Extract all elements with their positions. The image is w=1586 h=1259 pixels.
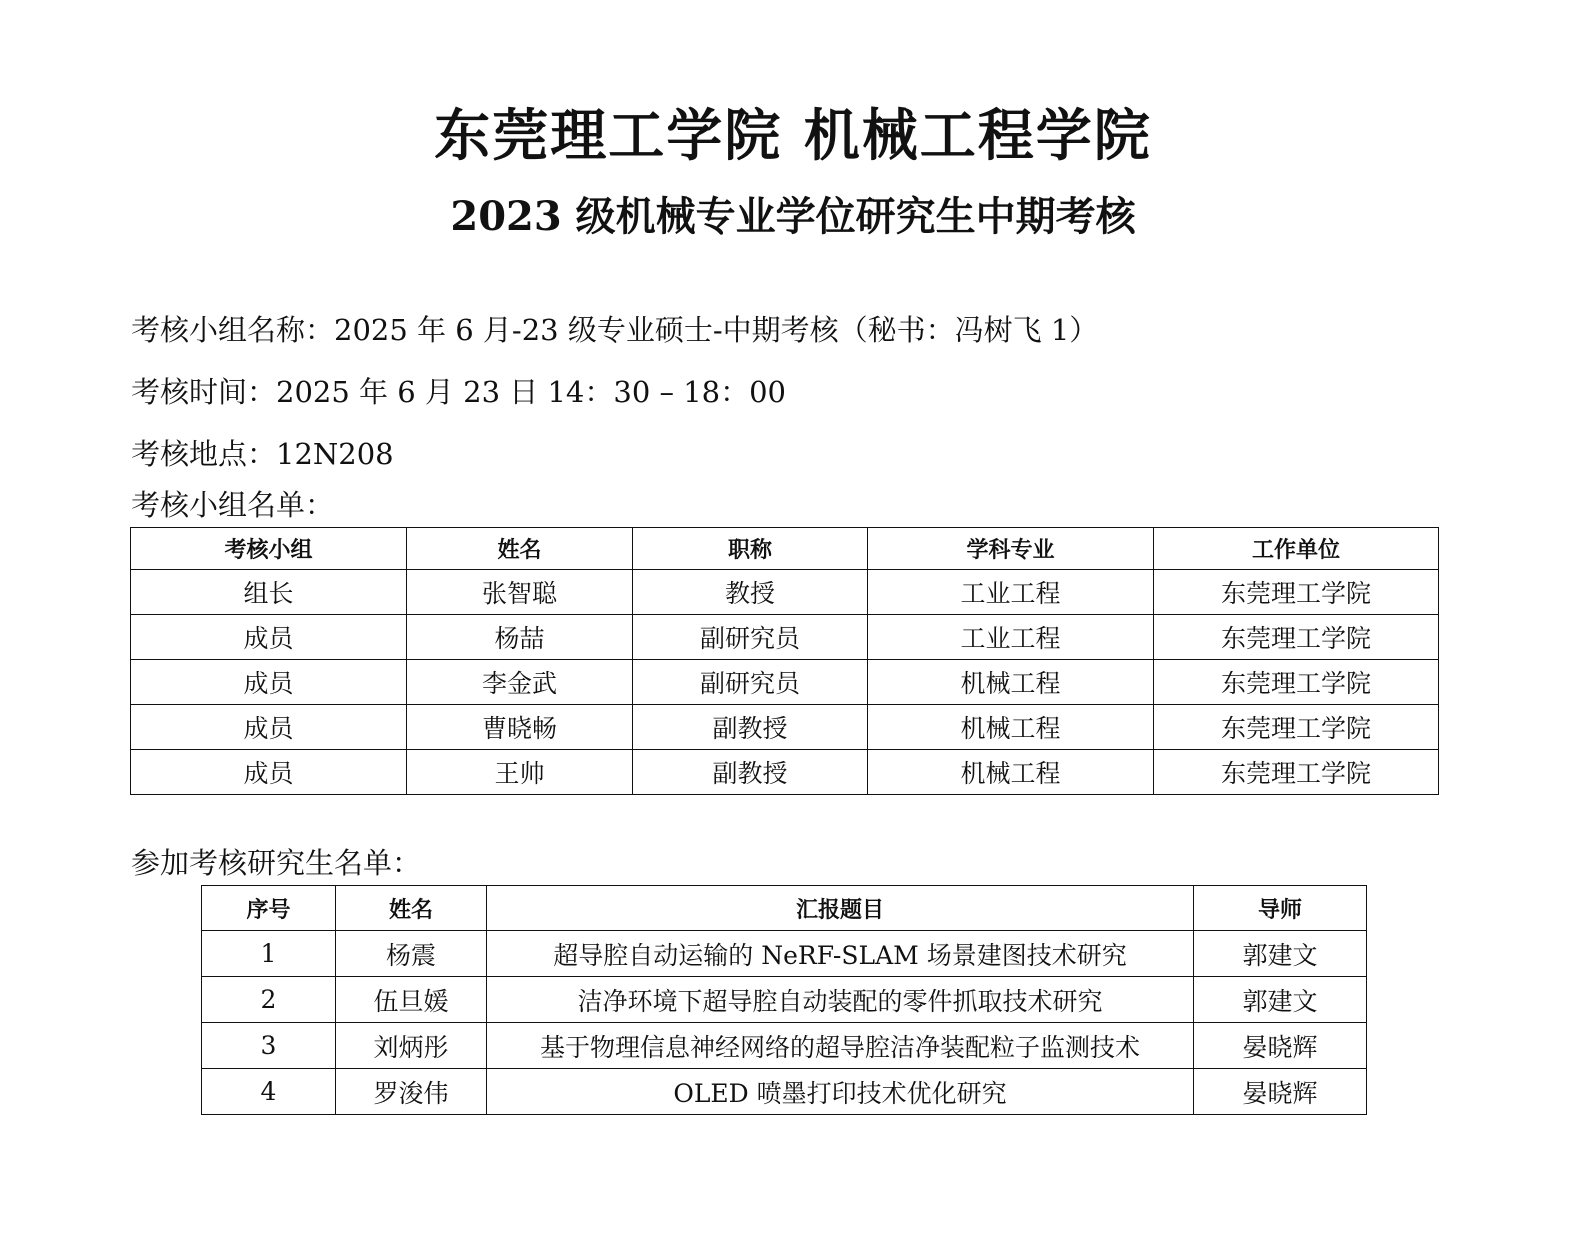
table-cell: 张智聪 <box>407 570 633 615</box>
panel-table <box>130 527 1439 795</box>
table-cell: 机械工程 <box>868 750 1154 795</box>
table-cell: 晏晓辉 <box>1194 1023 1367 1069</box>
table-cell: 成员 <box>131 705 407 750</box>
table-cell: 超导腔自动运输的 NeRF-SLAM 场景建图技术研究 <box>487 931 1194 977</box>
table-cell: 副教授 <box>633 705 868 750</box>
table-row <box>202 1069 1367 1115</box>
table-cell: 王帅 <box>407 750 633 795</box>
table-row <box>202 977 1367 1023</box>
column-header: 考核小组 <box>131 528 407 570</box>
table-cell: 曹晓畅 <box>407 705 633 750</box>
table-row <box>131 750 1439 795</box>
table-header-row <box>131 528 1439 570</box>
table-row <box>131 705 1439 750</box>
table-header-row <box>202 886 1367 931</box>
table-cell: 刘炳彤 <box>336 1023 487 1069</box>
column-header: 职称 <box>633 528 868 570</box>
table-cell: 郭建文 <box>1194 931 1367 977</box>
table-cell: 副研究员 <box>633 615 868 660</box>
column-header: 汇报题目 <box>487 886 1194 931</box>
table-row <box>131 570 1439 615</box>
column-header: 姓名 <box>336 886 487 931</box>
table-cell: 机械工程 <box>868 705 1154 750</box>
table-cell: 副研究员 <box>633 660 868 705</box>
document-subtitle: 2023 级机械专业学位研究生中期考核 <box>450 193 1136 240</box>
student-list-label: 参加考核研究生名单： <box>131 846 422 880</box>
column-header: 姓名 <box>407 528 633 570</box>
table-cell: 成员 <box>131 750 407 795</box>
table-cell: 东莞理工学院 <box>1154 660 1439 705</box>
table-cell: 副教授 <box>633 750 868 795</box>
table-cell: 东莞理工学院 <box>1154 705 1439 750</box>
table-cell: 杨喆 <box>407 615 633 660</box>
table-cell: 郭建文 <box>1194 977 1367 1023</box>
table-cell: 洁净环境下超导腔自动装配的零件抓取技术研究 <box>487 977 1194 1023</box>
table-cell: 东莞理工学院 <box>1154 750 1439 795</box>
table-row <box>131 660 1439 705</box>
table-cell: 成员 <box>131 660 407 705</box>
location-line: 考核地点：12N208 <box>131 437 394 471</box>
table-cell: 机械工程 <box>868 660 1154 705</box>
table-cell: 2 <box>202 977 336 1023</box>
table-cell: 工业工程 <box>868 615 1154 660</box>
table-cell: 杨震 <box>336 931 487 977</box>
table-cell: 成员 <box>131 615 407 660</box>
table-cell: 组长 <box>131 570 407 615</box>
table-row <box>202 931 1367 977</box>
table-cell: 晏晓辉 <box>1194 1069 1367 1115</box>
table-cell: 工业工程 <box>868 570 1154 615</box>
table-cell: 基于物理信息神经网络的超导腔洁净装配粒子监测技术 <box>487 1023 1194 1069</box>
column-header: 工作单位 <box>1154 528 1439 570</box>
column-header: 导师 <box>1194 886 1367 931</box>
table-cell: 伍旦媛 <box>336 977 487 1023</box>
column-header: 学科专业 <box>868 528 1154 570</box>
column-header: 序号 <box>202 886 336 931</box>
table-cell: 1 <box>202 931 336 977</box>
document-title: 东莞理工学院 机械工程学院 <box>434 103 1152 169</box>
time-line: 考核时间：2025 年 6 月 23 日 14：30 – 18：00 <box>131 375 787 409</box>
table-cell: OLED 喷墨打印技术优化研究 <box>487 1069 1194 1115</box>
table-cell: 东莞理工学院 <box>1154 615 1439 660</box>
table-row <box>202 1023 1367 1069</box>
table-cell: 东莞理工学院 <box>1154 570 1439 615</box>
table-cell: 3 <box>202 1023 336 1069</box>
table-cell: 李金武 <box>407 660 633 705</box>
table-cell: 教授 <box>633 570 868 615</box>
student-table <box>201 885 1367 1115</box>
table-cell: 罗浚伟 <box>336 1069 487 1115</box>
table-cell: 4 <box>202 1069 336 1115</box>
panel-list-label: 考核小组名单： <box>131 488 335 522</box>
table-row <box>131 615 1439 660</box>
group-name-line: 考核小组名称：2025 年 6 月-23 级专业硕士-中期考核（秘书：冯树飞 1） <box>131 313 1099 347</box>
